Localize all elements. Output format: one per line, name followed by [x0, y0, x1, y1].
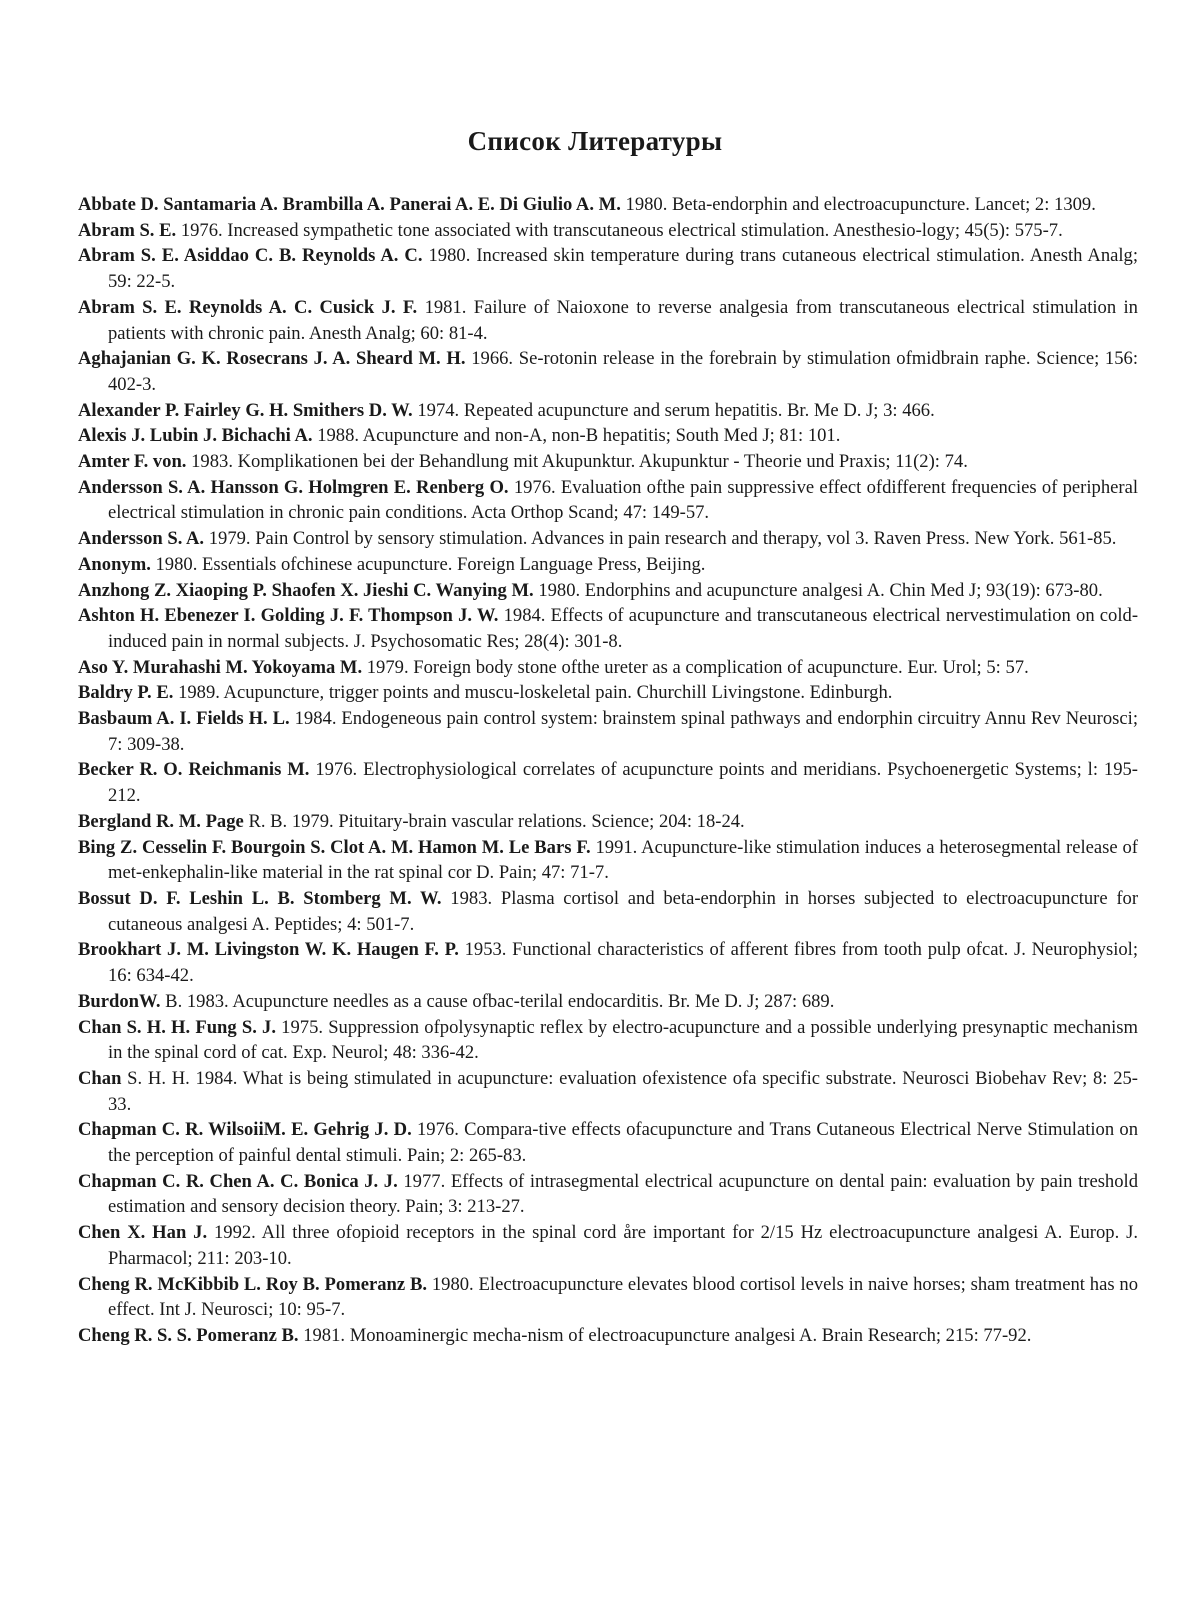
reference-entry [78, 757, 1138, 808]
reference-details: 1979. Pain Control by sensory stimulation. Advances in pain research and therapy, vol 3. Raven Press. New York. 561-85. [208, 528, 1117, 550]
reference-entry [78, 1220, 1138, 1271]
reference-entry [78, 706, 1138, 757]
reference-details: 1976. Electrophysiological correlates of acupuncture points and meridians. Psychoenergetic Systems; l: 195-212. [108, 759, 1138, 807]
reference-entry [78, 552, 1138, 578]
reference-entry [78, 1323, 1138, 1349]
reference-details: 1988. Acupuncture and non-A, non-B hepatitis; South Med J; 81: 101. [317, 425, 841, 447]
reference-entry [78, 1117, 1138, 1168]
reference-entry [78, 526, 1138, 552]
reference-details: 1989. Acupuncture, trigger points and muscu-loskeletal pain. Churchill Livingstone. Edinburgh. [178, 682, 893, 704]
reference-authors: Abram S. E. Reynolds A. C. Cusick J. F. [78, 296, 418, 318]
reference-entry [78, 1015, 1138, 1066]
reference-entry [78, 655, 1138, 681]
reference-details: 1981. Monoaminergic mecha-nism of electroacupuncture analgesi A. Brain Research; 215: 77-92. [303, 1324, 1032, 1346]
reference-authors: Bergland R. M. Page [78, 810, 244, 832]
reference-entry [78, 423, 1138, 449]
reference-entry [78, 809, 1138, 835]
reference-authors: Anzhong Z. Xiaoping P. Shaofen X. Jieshi C. Wanying M. [78, 579, 534, 601]
reference-authors: Abram S. E. Asiddao C. B. Reynolds A. C. [78, 245, 423, 267]
reference-authors: Chan [78, 1067, 122, 1089]
reference-details: 1980. Increased skin temperature during trans cutaneous electrical stimulation. Anesth Analg; 59: 22-5. [108, 245, 1138, 293]
reference-authors: Alexis J. Lubin J. Bichachi A. [78, 425, 313, 447]
reference-authors: Aghajanian G. K. Rosecrans J. A. Sheard M. H. [78, 348, 466, 370]
reference-details: 1976. Compara-tive effects ofacupuncture and Trans Cutaneous Electrical Nerve Stimulation on the perception of painful dental stimuli. Pain; 2: 265-83. [108, 1119, 1138, 1167]
reference-details: 1992. All three ofopioid receptors in the spinal cord åre important for 2/15 Hz electroacupuncture analgesi A. Europ. J. Pharmacol; 211: 203-10. [108, 1222, 1138, 1269]
reference-authors: Bing Z. Cesselin F. Bourgoin S. Clot A. M. Hamon M. Le Bars F. [78, 836, 591, 858]
reference-details: 1991. Acupuncture-like stimulation induces a heterosegmental release of met-enkephalin-like material in the rat spinal cor D. Pain; 47: 71-7. [108, 836, 1138, 884]
reference-authors: Chapman C. R. Chen A. C. Bonica J. J. [78, 1170, 398, 1192]
reference-entry [78, 475, 1138, 526]
reference-entry [78, 192, 1138, 218]
reference-details: 1976. Evaluation ofthe pain suppressive effect ofdifferent frequencies of peripheral electrical stimulation in chronic pain conditions. Acta Orthop Scand; 47: 149-57. [108, 476, 1139, 524]
reference-entry [78, 218, 1138, 244]
page-title: Список Литературы [467, 126, 723, 156]
reference-entry [78, 989, 1138, 1015]
reference-details: 1977. Effects of intrasegmental electrical acupuncture on dental pain: evaluation by pain treshold estimation and sensory decision theory. Pain; 3: 213-27. [108, 1170, 1138, 1218]
reference-entry [78, 680, 1138, 706]
reference-details: 1980. Essentials ofchinese acupuncture. Foreign Language Press, Beijing. [155, 553, 706, 575]
reference-details: 1975. Suppression ofpolysynaptic reflex by electro-acupuncture and a possible underlying presynaptic mechanism in the spinal cord of cat. Exp. Neurol; 48: 336-42. [108, 1016, 1138, 1064]
reference-details: 1979. Foreign body stone ofthe ureter as a complication of acupuncture. Eur. Urol; 5: 57. [366, 656, 1029, 678]
reference-details: 1966. Se-rotonin release in the forebrain by stimulation ofmidbrain raphe. Science; 156: 402-3. [108, 348, 1138, 395]
reference-details: 1953. Functional characteristics of afferent fibres from tooth pulp ofcat. J. Neurophysiol; 16: 634-42. [108, 939, 1138, 987]
reference-details: B. 1983. Acupuncture needles as a cause ofbac-terilal endocarditis. Br. Me D. J; 287: 689. [165, 990, 835, 1012]
reference-entry [78, 886, 1138, 937]
reference-entry [78, 398, 1138, 424]
reference-details: 1984. Endogeneous pain control system: brainstem spinal pathways and endorphin circuitry Annu Rev Neurosci; 7: 309-38. [108, 708, 1138, 755]
reference-entry [78, 1169, 1138, 1220]
reference-entry [78, 1066, 1138, 1117]
reference-authors: Abram S. E. [78, 219, 177, 241]
reference-authors: Baldry P. E. [78, 682, 174, 704]
reference-entry [78, 1272, 1138, 1323]
reference-authors: Brookhart J. M. Livingston W. K. Haugen F. P. [78, 939, 459, 961]
reference-entry [78, 835, 1138, 886]
reference-authors: Cheng R. McKibbib L. Roy B. Pomeranz B. [78, 1273, 427, 1295]
reference-authors: BurdonW. [78, 990, 161, 1012]
reference-entry [78, 449, 1138, 475]
reference-authors: Chapman C. R. WilsoiiM. E. Gehrig J. D. [78, 1119, 412, 1141]
reference-authors: Aso Y. Murahashi M. Yokoyama M. [78, 656, 363, 678]
reference-authors: Chan S. H. H. Fung S. J. [78, 1016, 276, 1038]
reference-authors: Andersson S. A. [78, 528, 205, 550]
reference-authors: Chen X. Han J. [78, 1222, 208, 1244]
reference-entry [78, 603, 1138, 654]
reference-authors: Becker R. O. Reichmanis M. [78, 759, 310, 781]
reference-authors: Ashton H. Ebenezer I. Golding J. F. Thompson J. W. [78, 605, 499, 627]
reference-authors: Cheng R. S. S. Pomeranz B. [78, 1324, 299, 1346]
reference-authors: Bossut D. F. Leshin L. B. Stomberg M. W. [78, 887, 442, 909]
reference-entry [78, 937, 1138, 988]
reference-details: 1983. Plasma cortisol and beta-endorphin in horses subjected to electroacupuncture for cutaneous analgesi A. Peptides; 4: 501-7. [108, 887, 1139, 935]
reference-authors: Amter F. von. [78, 451, 187, 473]
reference-authors: Andersson S. A. Hansson G. Holmgren E. Renberg O. [78, 476, 509, 498]
reference-authors: Anonym. [78, 553, 151, 575]
reference-authors: Alexander P. Fairley G. H. Smithers D. W. [78, 399, 413, 421]
reference-authors: Abbate D. Santamaria A. Brambilla A. Panerai A. E. Di Giulio A. M. [78, 194, 621, 215]
reference-entry [78, 295, 1138, 346]
reference-entry [78, 578, 1138, 604]
reference-details: 1980. Endorphins and acupuncture analgesi A. Chin Med J; 93(19): 673-80. [538, 579, 1103, 601]
reference-details: 1974. Repeated acupuncture and serum hepatitis. Br. Me D. J; 3: 466. [417, 399, 935, 421]
reference-entry [78, 243, 1138, 294]
reference-details: 1983. Komplikationen bei der Behandlung mit Akupunktur. Akupunktur - Theorie und Praxis; 11(2): 74. [191, 451, 968, 473]
reference-details: 1980. Beta-endorphin and electroacupuncture. Lancet; 2: 1309. [625, 194, 1096, 215]
reference-details: 1984. Effects of acupuncture and transcutaneous electrical nervestimulation on cold-induced pain in normal subjects. J. Psychosomatic Res; 28(4): 301-8. [108, 605, 1139, 652]
reference-details: 1980. Electroacupuncture elevates blood cortisol levels in naive horses; sham treatment has no effect. Int J. Neurosci; 10: 95-7. [108, 1273, 1138, 1321]
reference-details: S. H. H. 1984. What is being stimulated in acupuncture: evaluation ofexistence ofa specific substrate. Neurosci Biobehav Rev; 8: 25-33. [108, 1067, 1138, 1115]
reference-list [78, 192, 1138, 1349]
reference-details: 1981. Failure of Naioxone to reverse analgesia from transcutaneous electrical stimulation in patients with chronic pain. Anesth Analg; 60: 81-4. [108, 296, 1138, 344]
reference-details: R. B. 1979. Pituitary-brain vascular relations. Science; 204: 18-24. [248, 810, 745, 832]
reference-details: 1976. Increased sympathetic tone associated with transcutaneous electrical stimulation. Anesthesio-logy; 45(5): 575-7. [180, 219, 1063, 241]
reference-authors: Basbaum A. I. Fields H. L. [78, 708, 290, 730]
reference-entry [78, 346, 1138, 397]
